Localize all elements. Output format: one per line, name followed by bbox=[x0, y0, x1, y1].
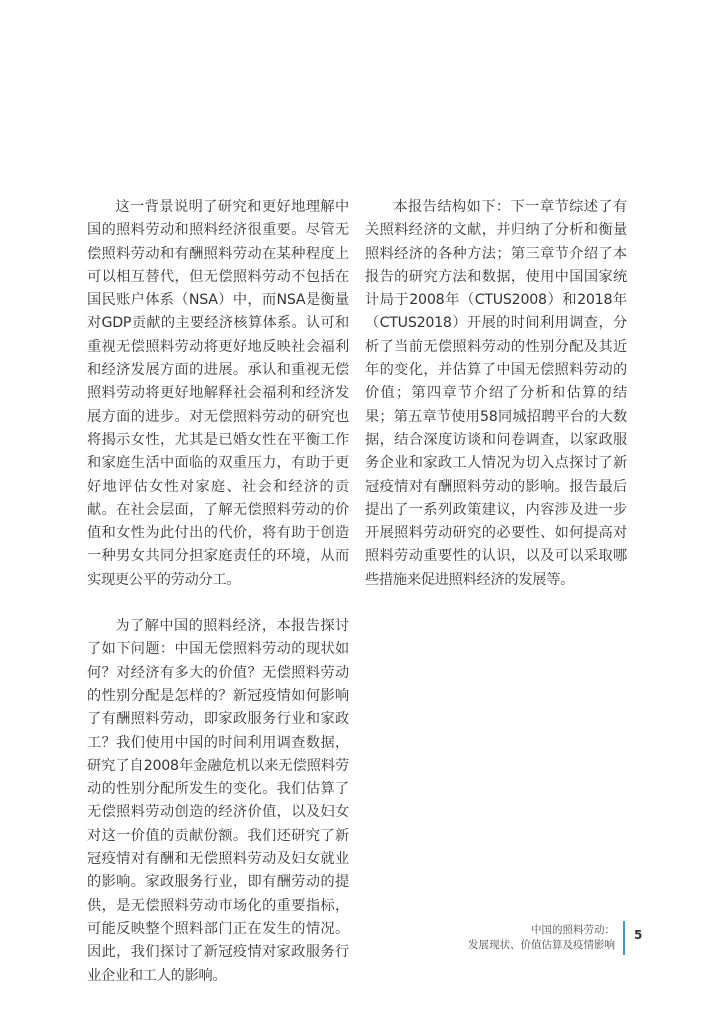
footer-title-line2: 发展现状、价值估算及疫情影响 bbox=[468, 939, 615, 951]
footer-divider bbox=[623, 921, 625, 955]
body-paragraph: 这一背景说明了研究和更好地理解中国的照料劳动和照料经济很重要。尽管无偿照料劳动和有酬照料劳动在某种程度上可以相互替代，但无偿照料劳动不包括在国民账户体系（NSA）中，而NSA是衡量对GDP贡献的主要经济核算体系。认可和重视无偿照料劳动将更好地反映社会福利和经济发展方面的进展。承认和重视无偿照料劳动将更好地解释社会福利和经济发展方面的进步。对无偿照料劳动的研究也将揭示女性，尤其是已婚女性在平衡工作和家庭生活中面临的双重压力，有助于更好地评估女性对家庭、社会和经济的贡献。在社会层面，了解无偿照料劳动的价值和女性为此付出的代价，将有助于创造一种男女共同分担家庭责任的环境，从而实现更公平的劳动分工。 bbox=[87, 199, 349, 588]
body-paragraph: 为了解中国的照料经济，本报告探讨了如下问题：中国无偿照料劳动的现状如何？对经济有多大的价值？无偿照料劳动的性别分配是怎样的？新冠疫情如何影响了有酬照料劳动，即家政服务行业和家政工？我们使用中国的时间利用调查数据，研究了自2008年金融危机以来无偿照料劳动的性别分配所发生的变化。我们估算了无偿照料劳动创造的经济价值，以及妇女对这一价值的贡献份额。我们还研究了新冠疫情对有酬和无偿照料劳动及妇女就业的影响。家政服务行业，即有酬劳动的提供，是无偿照料劳动市场化的重要指标，可能反映整个照料部门正在发生的情况。因此，我们探讨了新冠疫情对家政服务行业企业和工人的影响。 bbox=[87, 618, 349, 984]
footer-report-title bbox=[468, 923, 615, 953]
right-text-column bbox=[365, 196, 627, 615]
body-paragraph: 本报告结构如下：下一章节综述了有关照料经济的文献，并归纳了分析和衡量照料经济的各种方法；第三章节介绍了本报告的研究方法和数据，使用中国国家统计局于2008年（CTUS2008）和2018年（CTUS2018）开展的时间利用调查，分析了当前无偿照料劳动的性别分配及其近年的变化，并估算了中国无偿照料劳动的价值；第四章节介绍了分析和估算的结果；第五章节使用58同城招聘平台的大数据，结合深度访谈和问卷调查，以家政服务企业和家政工人情况为切入点探讨了新冠疫情对有酬照料劳动的影响。报告最后提出了一系列政策建议，内容涉及进一步开展照料劳动研究的必要性、如何提高对照料劳动重要性的认识，以及可以采取哪些措施来促进照料经济的发展等。 bbox=[365, 199, 627, 588]
footer-title-line1: 中国的照料劳动： bbox=[531, 924, 615, 936]
page-number: 5 bbox=[634, 928, 643, 942]
left-text-column bbox=[87, 196, 349, 1011]
